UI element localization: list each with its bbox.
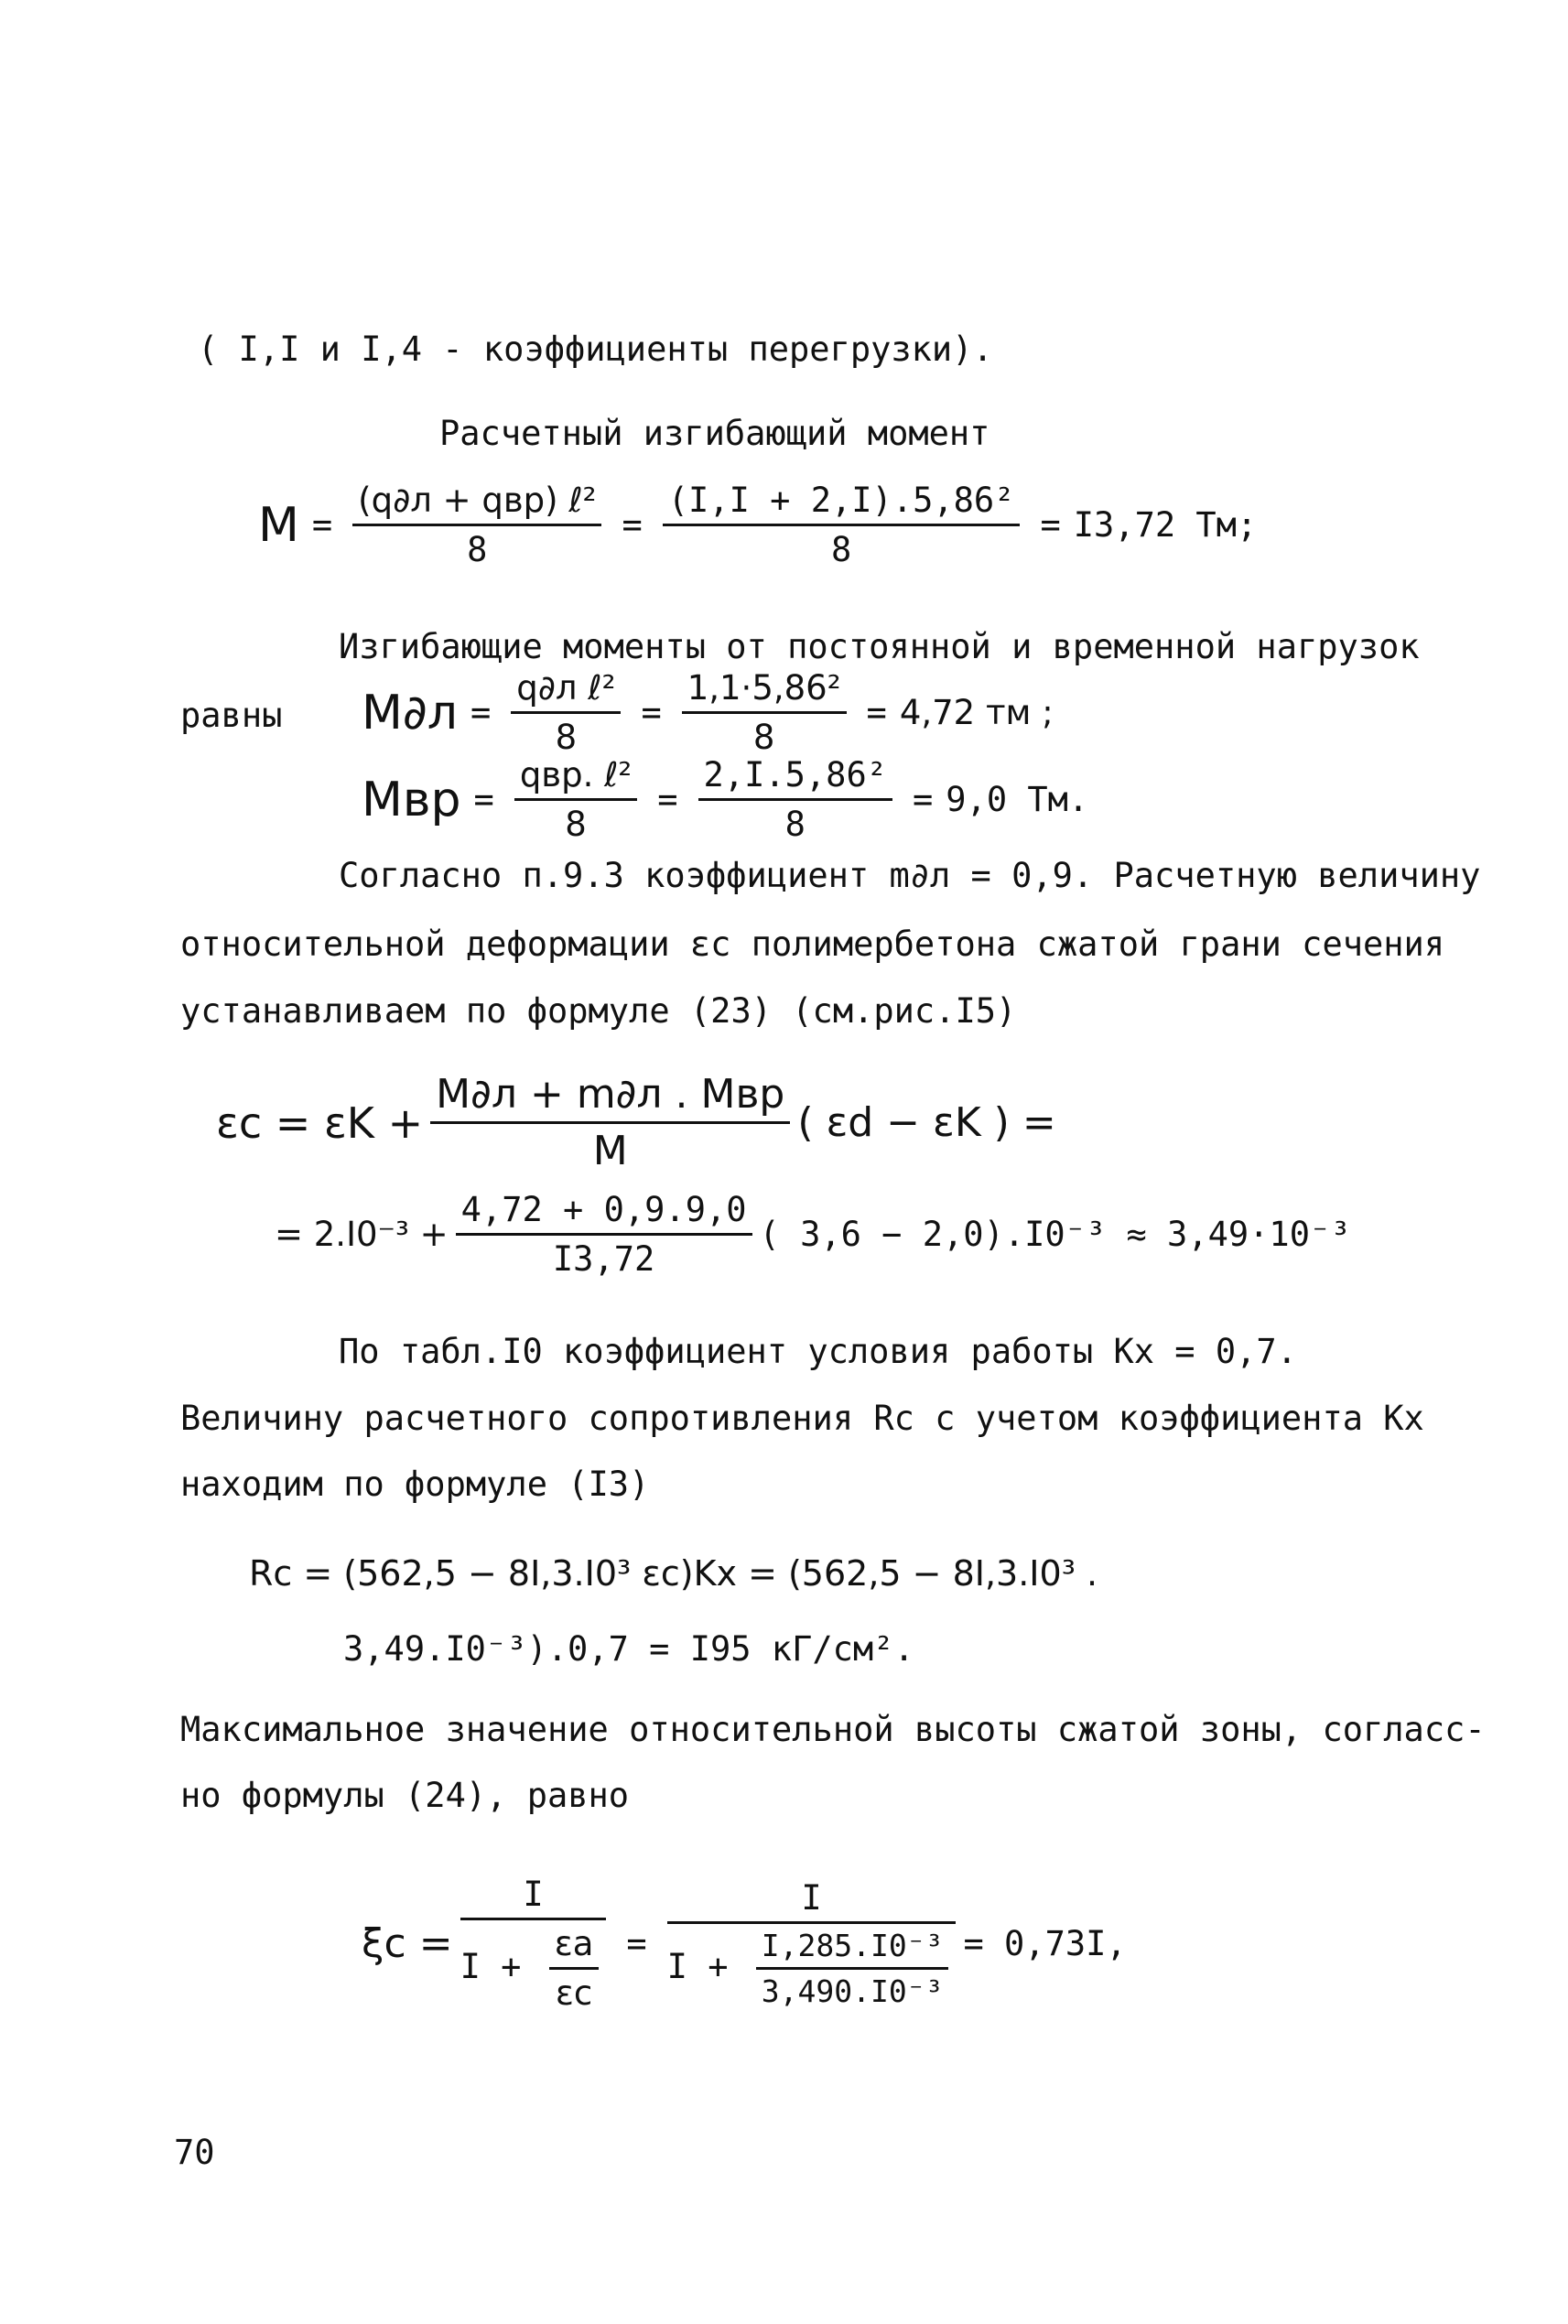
fraction-symbolic: I I + $\frac{\varepsilon a}{\varepsilon c}$ — [460, 1875, 607, 2013]
formula-moment-dl: M∂л = $\frac{\text{q∂л ℓ²}}{8}$ = $\frac{\text{1,1·5,86²}}{8}$ = 4,72 тм ; — [362, 668, 1054, 757]
note-overload: ( I,I и I,4 - коэффициенты перегрузки). — [198, 330, 993, 369]
para-eps-line-3: устанавливаем по формуле (23) (см.рис.I5) — [180, 991, 1017, 1031]
fraction-symbolic: $\frac{\text{q∂л ℓ²}}{8}$ — [511, 668, 621, 757]
para-kx-line-2: Величину расчетного сопротивления Rc с учетом коэффициента Kx — [180, 1399, 1424, 1438]
nested-fraction-numeric: $\frac{\text{I,285.I0⁻³}}{\text{3,490.I0⁻³}}$ — [756, 1928, 949, 2009]
formula-eps-numeric — [275, 1190, 1351, 1279]
formula-lhs: M — [258, 497, 299, 553]
fraction-symbolic: $\frac{\text{qвр. ℓ²}}{8}$ — [514, 755, 637, 844]
para-eps-line-1: Согласно п.9.3 коэффициент m∂л = 0,9. Расчетную величину — [339, 856, 1481, 895]
fraction-symbolic: $\frac{\text{(q∂л + qвр) ℓ²}}{8}$ — [352, 481, 601, 569]
formula-moment: M = $\frac{\text{(q∂л + qвр) ℓ²}}{8}$ = $\frac{\text{(I,I + 2,I).5,86²}}{8}$ = I3,72 Тм; — [258, 481, 1258, 569]
formula-lhs: ξc = — [362, 1920, 453, 1967]
formula-result: = 0,73I, — [963, 1924, 1127, 1963]
para-xi-line-1: Максимальное значение относительной высоты сжатой зоны, согласс- — [180, 1710, 1486, 1749]
para-eps-line-2: относительной деформации εc полимербетона сжатой грани сечения — [180, 924, 1445, 964]
formula-result: 4,72 тм ; — [899, 693, 1054, 732]
fraction-numeric: $\frac{\text{(I,I + 2,I).5,86²}}{8}$ — [663, 481, 1021, 569]
formula-lhs: M∂л — [362, 685, 458, 740]
formula-rc-line-1: Rc = (562,5 − 8I,3.I0³ εc)Kx = (562,5 − 8I,3.I0³ . — [249, 1553, 1098, 1594]
formula-rc-line-2: 3,49.I0⁻³).0,7 = I95 кГ/см². — [343, 1629, 914, 1669]
formula-tail: ( εd − εK ) = — [797, 1099, 1056, 1146]
para-kx-line-1: По табл.I0 коэффициент условия работы Kx = 0,7. — [339, 1332, 1297, 1371]
para-xi-line-2: но формулы (24), равно — [180, 1776, 630, 1815]
formula-result: 9,0 Тм. — [946, 780, 1089, 819]
formula-moment-vr: Mвр = $\frac{\text{qвр. ℓ²}}{8}$ = $\frac{\text{2,I.5,86²}}{8}$ = 9,0 Тм. — [362, 755, 1089, 844]
fraction-numeric: I I + $\frac{\text{I,285.I0⁻³}}{\text{3,490.I0⁻³}}$ — [667, 1878, 957, 2009]
para-moments: Изгибающие моменты от постоянной и временной нагрузок — [339, 627, 1420, 666]
formula-lead: = 2.I0⁻³ + — [275, 1215, 449, 1254]
formula-lhs: Mвр — [362, 772, 461, 827]
label-equal: равны — [180, 696, 283, 735]
heading-moment: Расчетный изгибающий момент — [439, 414, 990, 453]
fraction-moments: $\frac{\text{M∂л + m∂л . Mвр}}{M}$ — [430, 1071, 790, 1174]
formula-eps-definition — [216, 1071, 1056, 1174]
para-kx-line-3: находим по формуле (I3) — [180, 1465, 650, 1504]
formula-xi: ξc = I I + $\frac{\varepsilon a}{\varepsilon c}$ = I I + $\frac{\text{I,285.I0⁻³}}{\text{3,490.I0⁻³}}$ = 0,73I, — [362, 1875, 1127, 2013]
fraction-numeric: $\frac{\text{2,I.5,86²}}{8}$ — [698, 755, 892, 844]
nested-fraction-symbolic: $\frac{\varepsilon a}{\varepsilon c}$ — [549, 1924, 600, 2013]
formula-tail: ( 3,6 − 2,0).I0⁻³ ≈ 3,49·10⁻³ — [759, 1215, 1351, 1254]
page-number: 70 — [174, 2133, 215, 2172]
formula-lhs: εc = εK + — [216, 1097, 424, 1148]
formula-result: I3,72 Тм; — [1073, 505, 1258, 545]
fraction-numeric: $\frac{\text{1,1·5,86²}}{8}$ — [682, 668, 847, 757]
fraction-numeric: $\frac{4,72 + 0,9.9,0}{I3,72}$ — [456, 1190, 752, 1279]
